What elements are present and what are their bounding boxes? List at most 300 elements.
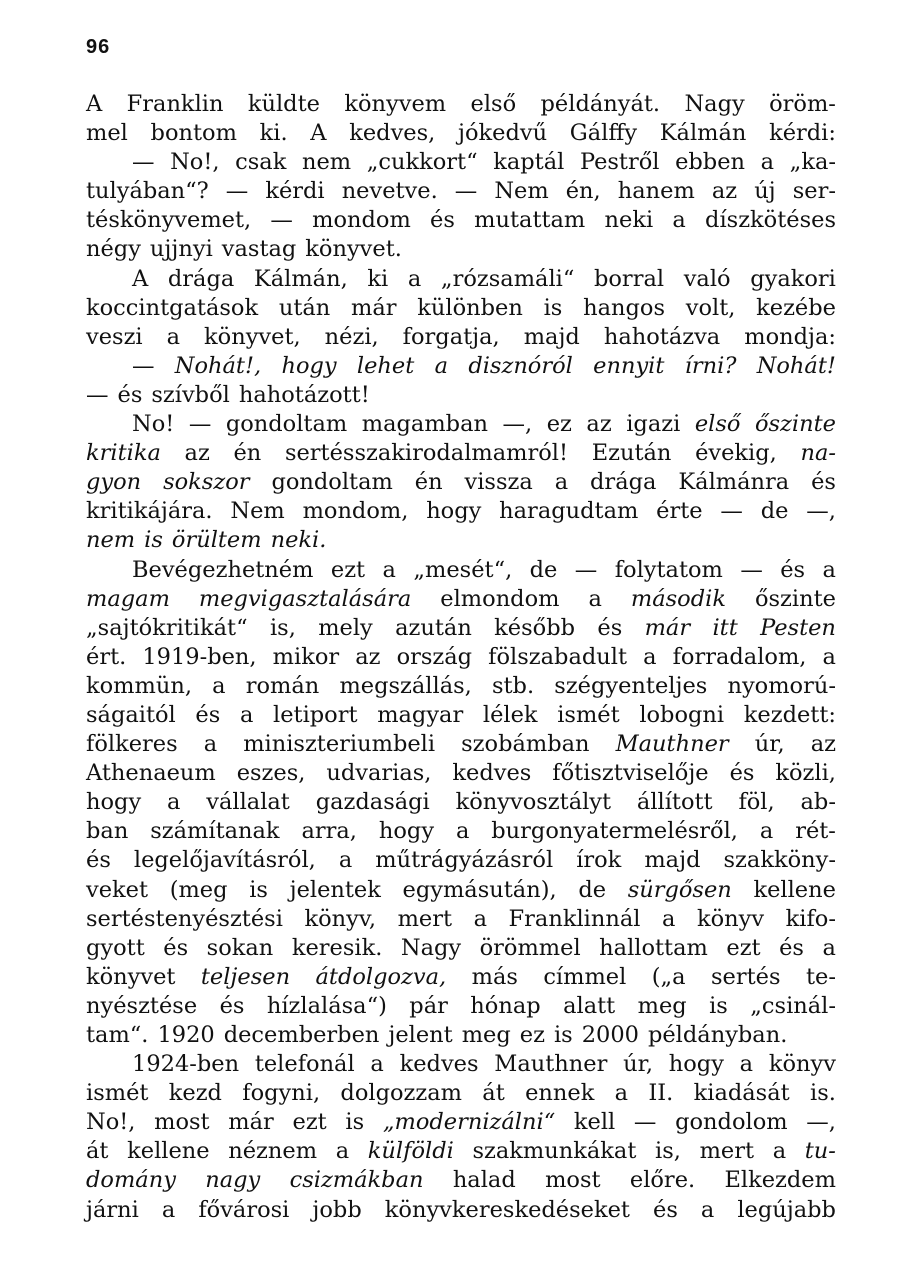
italic-word: második bbox=[630, 585, 726, 612]
text-line bbox=[86, 1050, 836, 1079]
word: miniszteriumbeli bbox=[243, 731, 436, 758]
word: mel bbox=[86, 120, 128, 147]
word: jókedvű bbox=[457, 120, 548, 147]
word: az bbox=[184, 440, 210, 467]
word: könyv, bbox=[304, 905, 377, 932]
word: a bbox=[455, 818, 470, 845]
word: Elkezdem bbox=[724, 1167, 836, 1194]
word: Franklinnál bbox=[508, 905, 641, 932]
word: példányban. bbox=[647, 1022, 788, 1048]
word: hahotázott! bbox=[238, 381, 370, 408]
word: és bbox=[163, 934, 189, 961]
word: A bbox=[132, 265, 149, 292]
word: ez bbox=[519, 1022, 545, 1048]
text-line bbox=[86, 1021, 836, 1050]
word: hónap bbox=[470, 992, 541, 1019]
word: való bbox=[683, 265, 731, 292]
text-line bbox=[86, 1196, 836, 1225]
word: én, bbox=[565, 178, 601, 205]
word: román bbox=[245, 672, 320, 699]
word: mikor bbox=[272, 643, 340, 670]
text-line bbox=[86, 177, 836, 206]
word: azután bbox=[395, 614, 472, 641]
word: a bbox=[643, 643, 657, 670]
word: Mauthner bbox=[494, 1051, 608, 1078]
italic-word: Nohát! bbox=[756, 352, 836, 379]
word: rét- bbox=[795, 818, 836, 845]
word: is bbox=[543, 294, 563, 321]
italic-word: hogy bbox=[281, 352, 337, 379]
word: — bbox=[740, 556, 763, 583]
word: könyvet, bbox=[204, 323, 301, 350]
word: Nagy bbox=[684, 91, 745, 117]
word: fölkeres bbox=[86, 731, 178, 758]
word: küldte bbox=[247, 91, 320, 117]
word: és bbox=[86, 847, 111, 874]
word: drága bbox=[590, 469, 657, 496]
word: telefonál bbox=[254, 1051, 355, 1078]
word: ságaitól bbox=[86, 701, 176, 728]
word: hahotázva bbox=[603, 323, 721, 350]
word: föl, bbox=[738, 789, 775, 816]
word: a bbox=[167, 789, 181, 816]
word: gondoltam bbox=[225, 411, 348, 438]
word: jelentek bbox=[289, 876, 381, 903]
word: új bbox=[754, 178, 776, 205]
word: kedves bbox=[452, 760, 532, 787]
word: főtisztviselője bbox=[552, 760, 709, 787]
word: később bbox=[494, 614, 576, 641]
word: is bbox=[709, 992, 728, 1019]
word: fölszabadult bbox=[488, 643, 628, 670]
text-line bbox=[86, 817, 836, 846]
word: No!, bbox=[86, 1109, 136, 1136]
word: igazi bbox=[626, 411, 681, 438]
word: de bbox=[578, 876, 607, 903]
italic-word: kritika bbox=[86, 440, 161, 467]
word: decemberben bbox=[223, 1022, 380, 1048]
text-line bbox=[86, 235, 836, 264]
italic-word: magam bbox=[86, 585, 170, 612]
italic-word: gyon bbox=[86, 469, 142, 496]
word: „mesét“, bbox=[413, 556, 513, 583]
text-line bbox=[86, 643, 836, 672]
word: kommün, bbox=[86, 672, 192, 699]
word: az bbox=[810, 731, 836, 758]
word: kifo- bbox=[785, 905, 836, 932]
word: a bbox=[203, 731, 218, 758]
word: a bbox=[614, 1080, 629, 1107]
word: a bbox=[672, 207, 686, 234]
word: ezt bbox=[726, 934, 761, 961]
text-line bbox=[86, 701, 836, 730]
word: én bbox=[233, 440, 262, 467]
text-line bbox=[86, 934, 836, 963]
word: az bbox=[711, 178, 738, 205]
word: gazdasági bbox=[315, 789, 430, 816]
word: keresik. bbox=[291, 934, 383, 961]
text-line bbox=[86, 846, 836, 875]
italic-word: „modernizálni“ bbox=[382, 1109, 556, 1136]
word: Nem bbox=[494, 178, 549, 205]
word: haragudtam bbox=[499, 498, 639, 525]
text-line bbox=[86, 1079, 836, 1108]
word: úr, bbox=[754, 731, 785, 758]
word: A bbox=[310, 120, 327, 147]
word: különben bbox=[417, 294, 523, 321]
word: közli, bbox=[775, 760, 836, 787]
text-line bbox=[86, 381, 836, 410]
word: más bbox=[471, 963, 518, 990]
word: de bbox=[529, 556, 558, 583]
text-line bbox=[86, 439, 836, 468]
word: is, bbox=[269, 614, 296, 641]
word: lélek bbox=[482, 701, 538, 728]
word: arra, bbox=[301, 818, 357, 845]
word: a bbox=[700, 1196, 715, 1223]
italic-word: átdolgozva, bbox=[315, 963, 447, 990]
word: stb. bbox=[491, 672, 535, 699]
word: ban bbox=[86, 818, 129, 845]
word: No!, bbox=[170, 149, 220, 176]
word: ez bbox=[546, 411, 572, 438]
word: az bbox=[355, 643, 381, 670]
word: sertésszakirodalmamról! bbox=[284, 440, 569, 467]
word: mely bbox=[318, 614, 373, 641]
text-line bbox=[86, 614, 836, 643]
word: lobogni bbox=[639, 701, 725, 728]
word: Nagy bbox=[400, 934, 462, 961]
word: írok bbox=[576, 847, 622, 874]
text-line bbox=[86, 265, 836, 294]
word: könyv bbox=[696, 905, 765, 932]
italic-word: külföldi bbox=[367, 1138, 454, 1165]
word: fővárosi bbox=[198, 1196, 290, 1223]
word: át bbox=[482, 1080, 505, 1107]
word: ország bbox=[396, 643, 473, 670]
word: vállalat bbox=[206, 789, 290, 816]
word: ezt bbox=[330, 556, 366, 583]
word: hogy bbox=[668, 1051, 724, 1078]
page-number: 96 bbox=[86, 36, 111, 58]
word: — bbox=[188, 411, 212, 438]
italic-word: csizmákban bbox=[289, 1167, 424, 1194]
word: és bbox=[195, 701, 221, 728]
word: gondolom bbox=[675, 1109, 788, 1136]
word: mert bbox=[699, 1138, 755, 1165]
word: érte bbox=[656, 498, 703, 525]
text-line bbox=[86, 526, 836, 555]
word: öröm- bbox=[769, 91, 836, 117]
word: tam“. bbox=[86, 1022, 149, 1048]
word: Kálmán bbox=[659, 120, 747, 147]
word: mondom, bbox=[302, 498, 409, 525]
word: Athenaeum bbox=[86, 760, 216, 787]
word: Gálffy bbox=[569, 120, 638, 147]
word: első bbox=[470, 91, 517, 117]
word: is bbox=[249, 876, 268, 903]
italic-word: sürgősen bbox=[627, 876, 732, 903]
word: hogy bbox=[378, 818, 435, 845]
word: a bbox=[161, 1196, 176, 1223]
italic-word: írni? bbox=[684, 352, 737, 379]
word: drága bbox=[167, 265, 235, 292]
word: a bbox=[772, 1138, 787, 1165]
word: hogy bbox=[426, 498, 482, 525]
word: évekig, bbox=[695, 440, 777, 467]
word: ujjnyi bbox=[149, 236, 213, 263]
word: magyar bbox=[377, 701, 464, 728]
word: eszes, bbox=[236, 760, 306, 787]
word: kérdi bbox=[265, 178, 325, 205]
word: szívből bbox=[151, 381, 230, 408]
word: a bbox=[370, 1051, 384, 1078]
word: hanem bbox=[617, 178, 695, 205]
italic-word: lehet bbox=[356, 352, 415, 379]
word: nézi, bbox=[324, 323, 379, 350]
text-line bbox=[86, 294, 836, 323]
word: az bbox=[586, 411, 612, 438]
word: ab- bbox=[800, 789, 836, 816]
word: burgonyatermelésről, bbox=[491, 818, 738, 845]
word: kiadását bbox=[693, 1080, 790, 1107]
word: de bbox=[760, 498, 789, 525]
word: a bbox=[212, 672, 226, 699]
word: meg bbox=[461, 1022, 511, 1048]
word: legelőjavításról, bbox=[133, 847, 316, 874]
word: („a bbox=[651, 963, 686, 990]
word: majd bbox=[523, 323, 580, 350]
word: előre. bbox=[629, 1167, 696, 1194]
word: — bbox=[132, 352, 155, 379]
word: ki bbox=[367, 265, 389, 292]
word: számítanak bbox=[150, 818, 280, 845]
word: udvarias, bbox=[326, 760, 432, 787]
word: már bbox=[228, 1109, 274, 1136]
word: kellene bbox=[127, 1138, 210, 1165]
text-line bbox=[86, 1166, 836, 1195]
word: könyvosztályt bbox=[455, 789, 612, 816]
word: és bbox=[729, 760, 755, 787]
word: kedves bbox=[399, 1051, 479, 1078]
word: a bbox=[166, 323, 181, 350]
word: négy bbox=[86, 236, 141, 263]
word: „csinál- bbox=[750, 992, 836, 1019]
text-line bbox=[86, 1108, 836, 1137]
text-line bbox=[86, 90, 836, 119]
word: címmel bbox=[543, 963, 627, 990]
word: kaptál bbox=[493, 149, 565, 176]
text-line bbox=[86, 206, 836, 235]
word: már bbox=[351, 294, 397, 321]
word: veket bbox=[86, 876, 149, 903]
italic-word: őszinte bbox=[754, 411, 836, 438]
word: „cukkort“ bbox=[366, 149, 478, 176]
word: műtrágyázásról bbox=[375, 847, 554, 874]
text-line bbox=[86, 323, 836, 352]
word: ki. bbox=[259, 120, 288, 147]
word: gyott bbox=[86, 934, 145, 961]
word: majd bbox=[644, 847, 701, 874]
word: a bbox=[588, 585, 602, 612]
word: ismét bbox=[557, 701, 620, 728]
body-text bbox=[86, 90, 836, 1225]
word: szobámban bbox=[461, 731, 590, 758]
word: Kálmán, bbox=[253, 265, 348, 292]
word: nyomorú- bbox=[727, 672, 836, 699]
italic-word: itt bbox=[712, 614, 738, 641]
text-line bbox=[86, 468, 836, 497]
word: díszkötéses bbox=[705, 207, 836, 234]
text-line bbox=[86, 352, 836, 381]
word: alatt bbox=[563, 992, 616, 1019]
text-line bbox=[86, 876, 836, 905]
word: te- bbox=[805, 963, 836, 990]
italic-word: na- bbox=[800, 440, 836, 467]
word: kritikájára. bbox=[86, 498, 213, 525]
word: ismét bbox=[86, 1080, 149, 1107]
word: a bbox=[760, 149, 775, 176]
word: kezdett: bbox=[743, 701, 836, 728]
word: Franklin bbox=[126, 91, 224, 117]
word: a bbox=[822, 934, 836, 961]
word: mutattam bbox=[474, 207, 586, 234]
word: és bbox=[597, 614, 623, 641]
word: könyvkereskedéseket bbox=[384, 1196, 630, 1223]
word: és bbox=[117, 381, 143, 408]
word: ser- bbox=[792, 178, 836, 205]
word: és bbox=[811, 469, 836, 496]
word: át bbox=[86, 1138, 109, 1165]
word: — bbox=[86, 381, 109, 408]
word: és bbox=[780, 556, 806, 583]
word: példányát. bbox=[540, 91, 661, 117]
word: II. bbox=[648, 1080, 674, 1107]
word: neki bbox=[604, 207, 654, 234]
word: — bbox=[720, 498, 743, 525]
word: koccintgatások bbox=[86, 294, 259, 321]
italic-word: neki. bbox=[270, 527, 327, 554]
word: sokan bbox=[206, 934, 274, 961]
italic-word: megvigasztalására bbox=[198, 585, 412, 612]
word: gondoltam bbox=[271, 469, 393, 496]
word: könyvet bbox=[86, 963, 176, 990]
text-line bbox=[86, 119, 836, 148]
text-line bbox=[86, 148, 836, 177]
word: fogyni, bbox=[242, 1080, 321, 1107]
word: és bbox=[219, 992, 245, 1019]
word: jobb bbox=[312, 1196, 362, 1223]
word: elmondom bbox=[440, 585, 560, 612]
italic-word: domány bbox=[86, 1167, 176, 1194]
word: és bbox=[653, 1196, 678, 1223]
italic-word: már bbox=[644, 614, 691, 641]
italic-word: örültem bbox=[171, 527, 262, 554]
word: őszinte bbox=[754, 585, 836, 612]
italic-word: Mauthner bbox=[615, 731, 729, 758]
word: — bbox=[633, 1109, 657, 1136]
word: mert bbox=[397, 905, 453, 932]
text-line bbox=[86, 1137, 836, 1166]
word: a bbox=[822, 643, 836, 670]
word: „sajtókritikát“ bbox=[86, 614, 248, 641]
word: borral bbox=[593, 265, 665, 292]
word: ennek bbox=[525, 1080, 595, 1107]
word: A bbox=[86, 91, 103, 117]
word: kell bbox=[573, 1109, 616, 1136]
word: hogy bbox=[86, 789, 142, 816]
word: és bbox=[430, 207, 455, 234]
word: ezt bbox=[292, 1109, 327, 1136]
word: sertéstenyésztési bbox=[86, 905, 283, 932]
word: bontom bbox=[150, 120, 237, 147]
word: halad bbox=[452, 1167, 516, 1194]
word: — bbox=[454, 178, 478, 205]
word: 1919-ben, bbox=[142, 643, 257, 670]
word: forgatja, bbox=[402, 323, 500, 350]
word: is, bbox=[655, 1138, 681, 1165]
word: meg bbox=[637, 992, 687, 1019]
word: járni bbox=[86, 1196, 139, 1223]
word: Bevégezhetném bbox=[132, 556, 314, 583]
word: 1924-ben bbox=[132, 1051, 240, 1078]
text-line bbox=[86, 730, 836, 759]
italic-word: a bbox=[434, 352, 449, 379]
word: nevetve. bbox=[341, 178, 438, 205]
word: mondja: bbox=[744, 323, 836, 350]
italic-word: sokszor bbox=[163, 469, 250, 496]
word: a bbox=[739, 1051, 754, 1078]
italic-word: teljesen bbox=[200, 963, 291, 990]
word: ebben bbox=[675, 149, 746, 176]
word: mondom bbox=[312, 207, 411, 234]
word: —, bbox=[502, 411, 533, 438]
word: kezébe bbox=[756, 294, 836, 321]
word: —, bbox=[806, 498, 836, 525]
word: könyv bbox=[768, 1051, 836, 1078]
word: — bbox=[574, 556, 598, 583]
italic-word: Pesten bbox=[760, 614, 836, 641]
word: pár bbox=[409, 992, 448, 1019]
word: a bbox=[335, 1138, 350, 1165]
word: örömmel bbox=[479, 934, 581, 961]
word: a bbox=[554, 469, 569, 496]
word: — bbox=[270, 207, 293, 234]
italic-word: is bbox=[144, 527, 163, 554]
word: nyésztése bbox=[86, 992, 198, 1019]
text-line bbox=[86, 905, 836, 934]
text-line bbox=[86, 672, 836, 701]
word: sertés bbox=[711, 963, 781, 990]
word: könyvet. bbox=[305, 236, 402, 263]
word: jelent bbox=[388, 1022, 453, 1048]
word: kezd bbox=[168, 1080, 222, 1107]
word: és bbox=[779, 934, 804, 961]
text-line bbox=[86, 556, 836, 585]
word: szakmunkákat bbox=[472, 1138, 637, 1165]
italic-word: első bbox=[694, 411, 741, 438]
word: „ka- bbox=[789, 149, 836, 176]
word: hízlalása“) bbox=[266, 992, 387, 1019]
word: a bbox=[407, 265, 422, 292]
word: most bbox=[154, 1109, 210, 1136]
word: vastag bbox=[221, 236, 297, 263]
italic-word: nem bbox=[86, 527, 136, 554]
word: a bbox=[239, 701, 254, 728]
word: Pestről bbox=[579, 149, 660, 176]
word: —, bbox=[806, 1109, 836, 1136]
text-line bbox=[86, 992, 836, 1021]
